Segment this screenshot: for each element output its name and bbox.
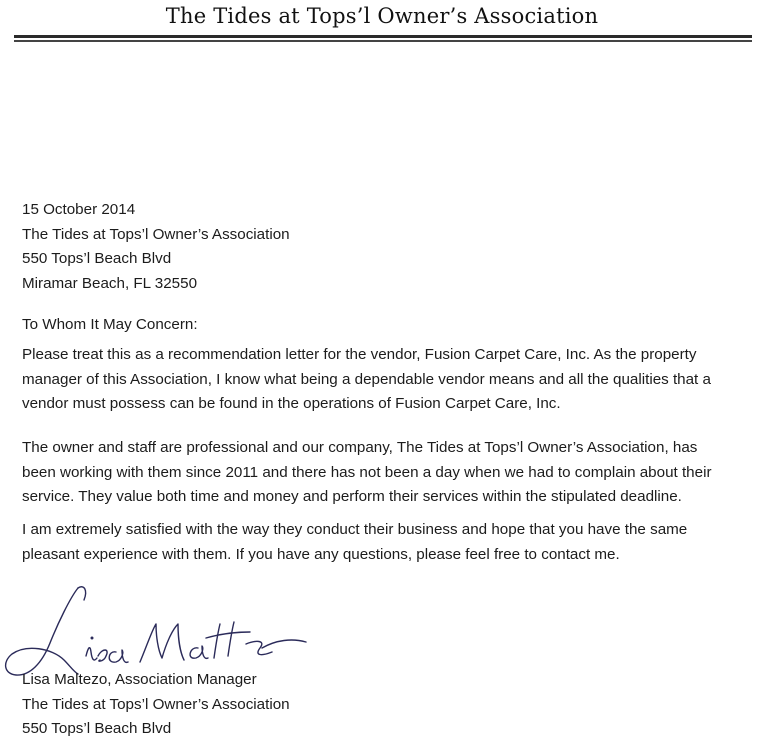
paragraph-2: [22, 436, 742, 510]
paragraph-line: Please treat this as a recommendation letter for the vendor, Fusion Carpet Care, Inc. As the property: [22, 346, 697, 363]
recipient-city: Miramar Beach, FL 32550: [22, 274, 198, 292]
signer-name-title: Lisa Maltezo, Association Manager: [22, 671, 257, 688]
paragraph-line: pleasant experience with them. If you have any questions, please feel free to contact me.: [22, 545, 620, 563]
paragraph-line: I am extremely satisfied with the way they conduct their business and hope that you have the same: [22, 521, 688, 538]
recipient-address-block: [22, 198, 742, 296]
paragraph-1: [22, 343, 742, 417]
letterhead-title: The Tides at Tops’l Owner’s Association: [165, 4, 599, 28]
paragraph-line: vendor must possess can be found in the operations of Fusion Carpet Care, Inc.: [22, 395, 561, 412]
recipient-street: 550 Tops’l Beach Blvd: [22, 250, 172, 267]
letter-date: 15 October 2014: [22, 201, 136, 218]
paragraph-3: [22, 518, 742, 567]
paragraph-line: been working with them since 2011 and there has not been a day when we had to complain about their: [22, 463, 712, 481]
signer-street: 550 Tops’l Beach Blvd: [22, 720, 172, 737]
recipient-org: The Tides at Tops’l Owner’s Association: [22, 225, 290, 243]
closing-block: [22, 668, 742, 742]
paragraph-line: The owner and staff are professional and our company, The Tides at Tops’l Owner’s Association, has: [22, 439, 698, 456]
salutation: To Whom It May Concern:: [22, 316, 198, 333]
paragraph-line: service. They value both time and money and perform their services within the stipulated deadline.: [22, 488, 682, 505]
letterhead-rule-thick: [14, 35, 752, 38]
letterhead-rule-thin: [14, 40, 752, 42]
signer-org: The Tides at Tops’l Owner’s Association: [22, 695, 290, 713]
paragraph-line: manager of this Association, I know what being a dependable vendor means and all the qualities that a: [22, 370, 711, 388]
